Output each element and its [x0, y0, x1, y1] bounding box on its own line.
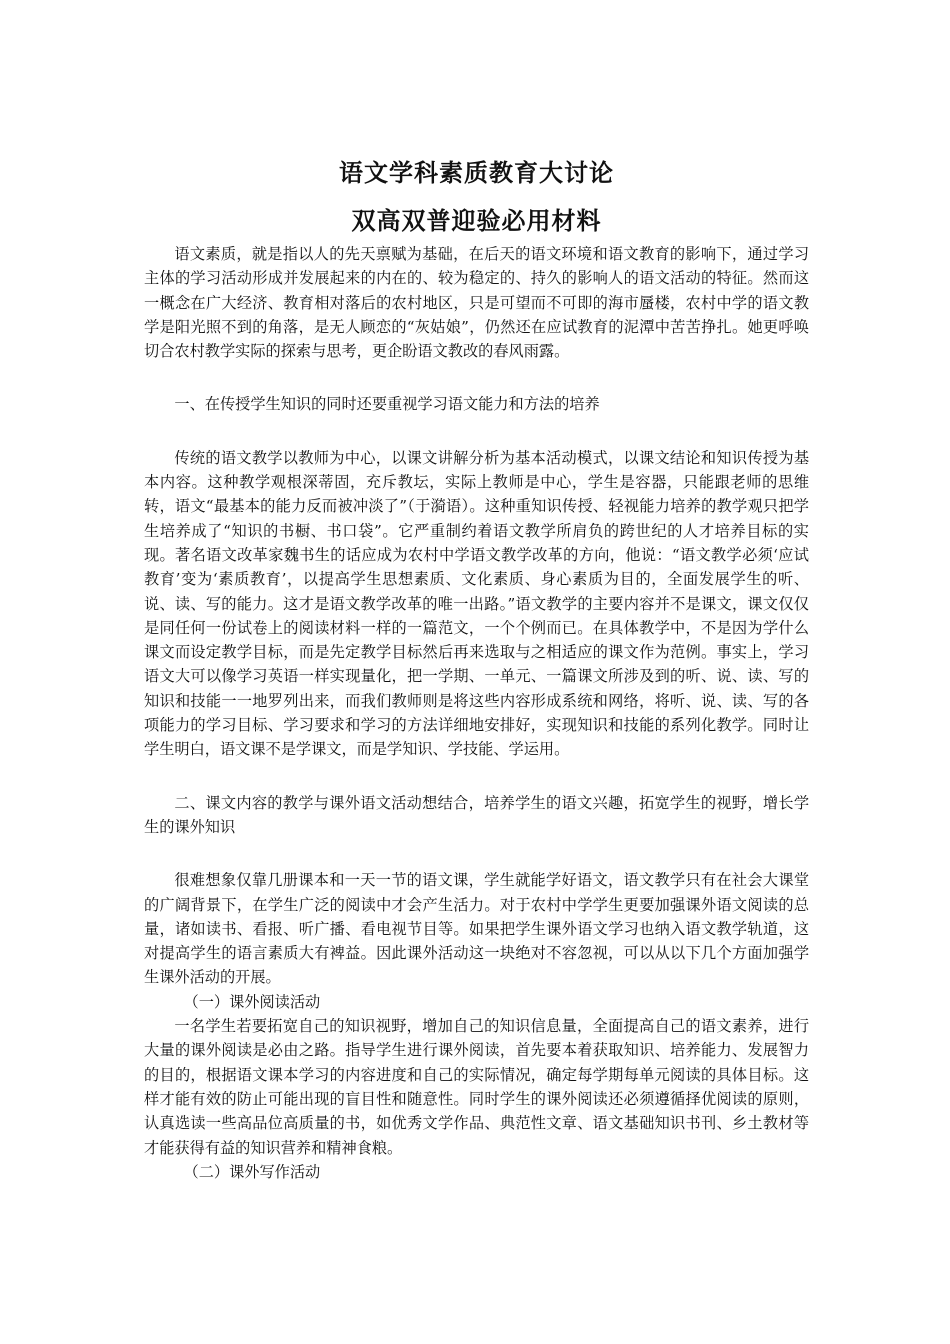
- section-heading-1: 一、在传授学生知识的同时还要重视学习语文能力和方法的培养: [174, 395, 600, 414]
- body-paragraph: 一名学生若要拓宽自己的知识视野，增加自己的知识信息量，全面提高自己的语文素养，进行大量的课外阅读是必由之路。指导学生进行课外阅读，首先要本着获取知识、培养能力、发展智力的目的，根据语文课本学习的内容进度和自己的实际情况，确定每学期每单元阅读的具体目标。这样才能有效的防止可能出现的盲目性和随意性。同时学生的课外阅读还必须遵循择优阅读的原则，认真选读一些高品位高质量的书，如优秀文学作品、典范性文章、语文基础知识书刊、乡土教材等才能获得有益的知识营养和精神食粮。: [144, 1017, 809, 1157]
- document-subtitle: 双高双普迎验必用材料: [351, 207, 602, 235]
- subsection-heading-2: （二）课外写作活动: [183, 1162, 321, 1181]
- intro-paragraph: 语文素质，就是指以人的先天禀赋为基础，在后天的语文环境和语文教育的影响下，通过学习主体的学习活动形成并发展起来的内在的、较为稳定的、持久的影响人的语文活动的特征。然而这一概念在广大经济、教育相对落后的农村地区，只是可望而不可即的海市蜃楼，农村中学的语文教学是阳光照不到的角落，是无人顾恋的“灰姑娘”，仍然还在应试教育的泥潭中苦苦挣扎。她更呼唤切合农村教学实际的探索与思考，更企盼语文教改的春风雨露。: [144, 245, 809, 361]
- body-paragraph: 传统的语文教学以教师为中心，以课文讲解分析为基本活动模式，以课文结论和知识传授为基本内容。这种教学观根深蒂固，充斥教坛，实际上教师是中心，学生是容器，只能跟老师的思维转，语文“最基本的能力反而被冲淡了”（于漪语）。这种重知识传授、轻视能力培养的教学观只把学生培养成了“知识的书橱、书口袋”。它严重制约着语文教学所肩负的跨世纪的人才培养目标的实现。著名语文改革家魏书生的话应成为农村中学语文教学改革的方向，他说：“语文教学必须‘应试教育’变为‘素质教育’，以提高学生思想素质、文化素质、身心素质为目的，全面发展学生的听、说、读、写的能力。这才是语文教学改革的唯一出路。”语文教学的主要内容并不是课文，课文仅仅是同任何一份试卷上的阅读材料一样的一篇范文，一个个例而已。在具体教学中，不是因为学什么课文而设定教学目标，而是先定教学目标然后再来选取与之相适应的课文作为范例。事实上，学习语文大可以像学习英语一样实现量化，把一学期、一单元、一篇课文所涉及到的听、说、读、写的知识和技能一一地罗列出来，而我们教师则是将这些内容形成系统和网络，将听、说、读、写的各项能力的学习目标、学习要求和学习的方法详细地安排好，实现知识和技能的系列化教学。同时让学生明白，语文课不是学课文，而是学知识、学技能、学运用。: [144, 448, 809, 759]
- document-title: 语文学科素质教育大讨论: [339, 159, 614, 187]
- subsection-heading-1: （一）课外阅读活动: [183, 992, 321, 1011]
- document-page: [144, 150, 809, 1184]
- body-paragraph: 很难想象仅靠几册课本和一天一节的语文课，学生就能学好语文，语文教学只有在社会大课堂的广阔背景下，在学生广泛的阅读中才会产生活力。对于农村中学学生更要加强课外语文阅读的总量，诸如读书、看报、听广播、看电视节目等。如果把学生课外语文学习也纳入语文教学轨道，这对提高学生的语言素质大有裨益。因此课外活动这一块绝对不容忽视，可以从以下几个方面加强学生课外活动的开展。: [144, 871, 809, 987]
- section-heading-2: 二、课文内容的教学与课外语文活动想结合，培养学生的语文兴趣，拓宽学生的视野，增长学生的课外知识: [144, 793, 809, 836]
